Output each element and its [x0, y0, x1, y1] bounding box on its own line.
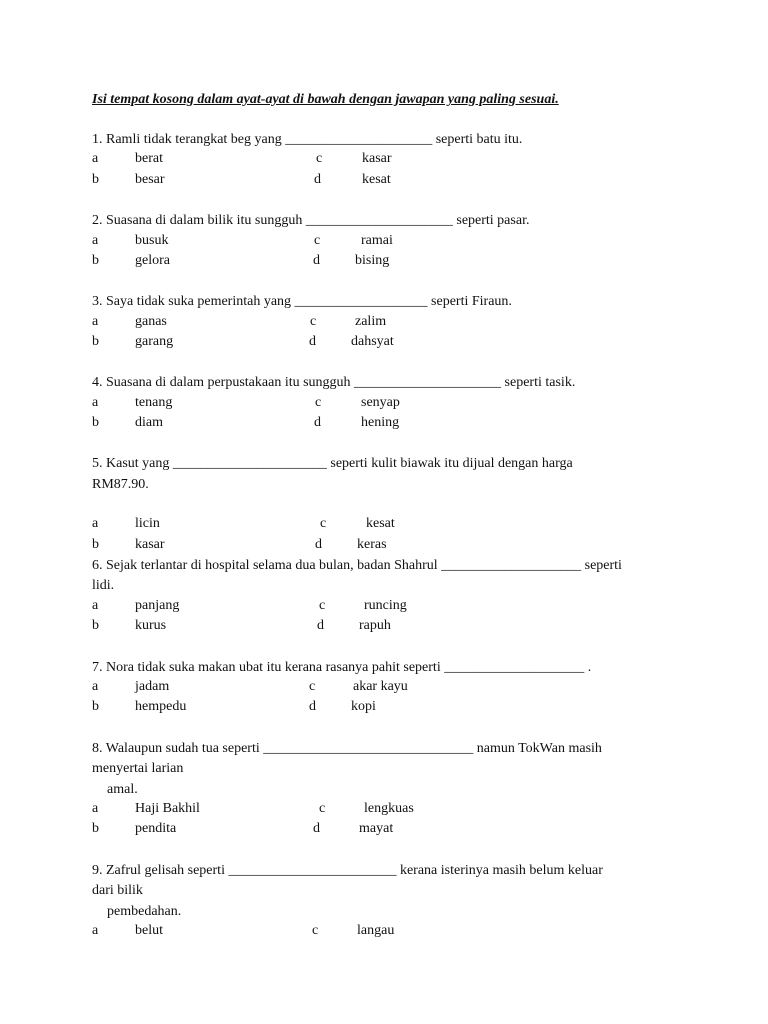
option-b: pendita: [135, 821, 177, 836]
question-stem: 4. Suasana di dalam perpustakaan itu sungguh _____________________ seperti tasik.: [92, 375, 576, 390]
option-letter-d: d: [315, 537, 322, 552]
option-letter-b: b: [92, 172, 99, 187]
option-letter-a: a: [92, 233, 99, 248]
question-stem-continued: amal.: [107, 782, 138, 797]
option-letter-a: a: [92, 801, 99, 816]
option-letter-b: b: [92, 415, 99, 430]
question-stem: 3. Saya tidak suka pemerintah yang ___________________ seperti Firaun.: [92, 294, 512, 309]
question-stem: 8. Walaupun sudah tua seperti ______________________________ namun TokWan masih: [92, 741, 602, 756]
option-a: jadam: [135, 679, 170, 694]
option-a: Haji Bakhil: [135, 801, 200, 816]
option-letter-c: c: [312, 923, 319, 938]
option-letter-c: c: [319, 598, 326, 613]
option-b: diam: [135, 415, 163, 430]
option-b: hempedu: [135, 699, 187, 714]
option-letter-a: a: [92, 395, 99, 410]
option-d: mayat: [359, 821, 394, 836]
option-letter-a: a: [92, 151, 99, 166]
option-c: kesat: [366, 516, 395, 531]
option-letter-b: b: [92, 537, 99, 552]
option-letter-a: a: [92, 516, 99, 531]
question-stem: 1. Ramli tidak terangkat beg yang _____________________ seperti batu itu.: [92, 132, 523, 147]
option-letter-b: b: [92, 699, 99, 714]
option-letter-d: d: [314, 415, 321, 430]
option-letter-d: d: [314, 172, 321, 187]
question-stem: 6. Sejak terlantar di hospital selama dua bulan, badan Shahrul ____________________ seperti: [92, 558, 622, 573]
option-letter-c: c: [319, 801, 326, 816]
option-b: garang: [135, 334, 174, 349]
option-d: bising: [355, 253, 390, 268]
option-letter-b: b: [92, 618, 99, 633]
option-a: licin: [135, 516, 160, 531]
option-b: gelora: [135, 253, 170, 268]
question-stem: 7. Nora tidak suka makan ubat itu kerana rasanya pahit seperti ____________________ .: [92, 660, 592, 675]
option-d: rapuh: [359, 618, 391, 633]
option-d: hening: [361, 415, 400, 430]
question-stem: 2. Suasana di dalam bilik itu sungguh _____________________ seperti pasar.: [92, 213, 530, 228]
option-a: tenang: [135, 395, 173, 410]
option-letter-c: c: [320, 516, 327, 531]
option-letter-c: c: [314, 233, 321, 248]
option-letter-a: a: [92, 314, 99, 329]
option-letter-b: b: [92, 334, 99, 349]
option-letter-c: c: [309, 679, 316, 694]
question-stem-continued: RM87.90.: [92, 477, 149, 492]
option-letter-d: d: [309, 699, 316, 714]
option-a: busuk: [135, 233, 169, 248]
option-c: kasar: [362, 151, 392, 166]
option-c: akar kayu: [353, 679, 408, 694]
option-b: besar: [135, 172, 165, 187]
option-d: kopi: [351, 699, 376, 714]
question-stem: 9. Zafrul gelisah seperti ________________________ kerana isterinya masih belum keluar: [92, 863, 603, 878]
option-c: zalim: [355, 314, 387, 329]
question-stem-continued: lidi.: [92, 578, 115, 593]
option-letter-c: c: [310, 314, 317, 329]
option-letter-d: d: [317, 618, 324, 633]
option-d: dahsyat: [351, 334, 394, 349]
option-a: panjang: [135, 598, 180, 613]
option-c: runcing: [364, 598, 407, 613]
option-letter-b: b: [92, 253, 99, 268]
option-c: ramai: [361, 233, 393, 248]
option-d: keras: [357, 537, 387, 552]
option-b: kurus: [135, 618, 167, 633]
question-stem-continued: menyertai larian: [92, 761, 184, 776]
option-letter-a: a: [92, 598, 99, 613]
option-letter-d: d: [309, 334, 316, 349]
question-stem-continued: dari bilik: [92, 883, 143, 898]
option-letter-c: c: [315, 395, 322, 410]
option-letter-d: d: [313, 253, 320, 268]
option-b: kasar: [135, 537, 165, 552]
option-c: senyap: [361, 395, 400, 410]
option-c: langau: [357, 923, 395, 938]
instruction: Isi tempat kosong dalam ayat-ayat di bawah dengan jawapan yang paling sesuai.: [92, 92, 559, 107]
question-stem-continued: pembedahan.: [107, 904, 182, 919]
option-a: ganas: [135, 314, 167, 329]
option-a: belut: [135, 923, 163, 938]
option-d: kesat: [362, 172, 391, 187]
question-stem: 5. Kasut yang ______________________ seperti kulit biawak itu dijual dengan harga: [92, 456, 573, 471]
option-letter-c: c: [316, 151, 323, 166]
option-c: lengkuas: [364, 801, 414, 816]
option-letter-b: b: [92, 821, 99, 836]
option-letter-a: a: [92, 679, 99, 694]
option-letter-a: a: [92, 923, 99, 938]
option-a: berat: [135, 151, 163, 166]
option-letter-d: d: [313, 821, 320, 836]
